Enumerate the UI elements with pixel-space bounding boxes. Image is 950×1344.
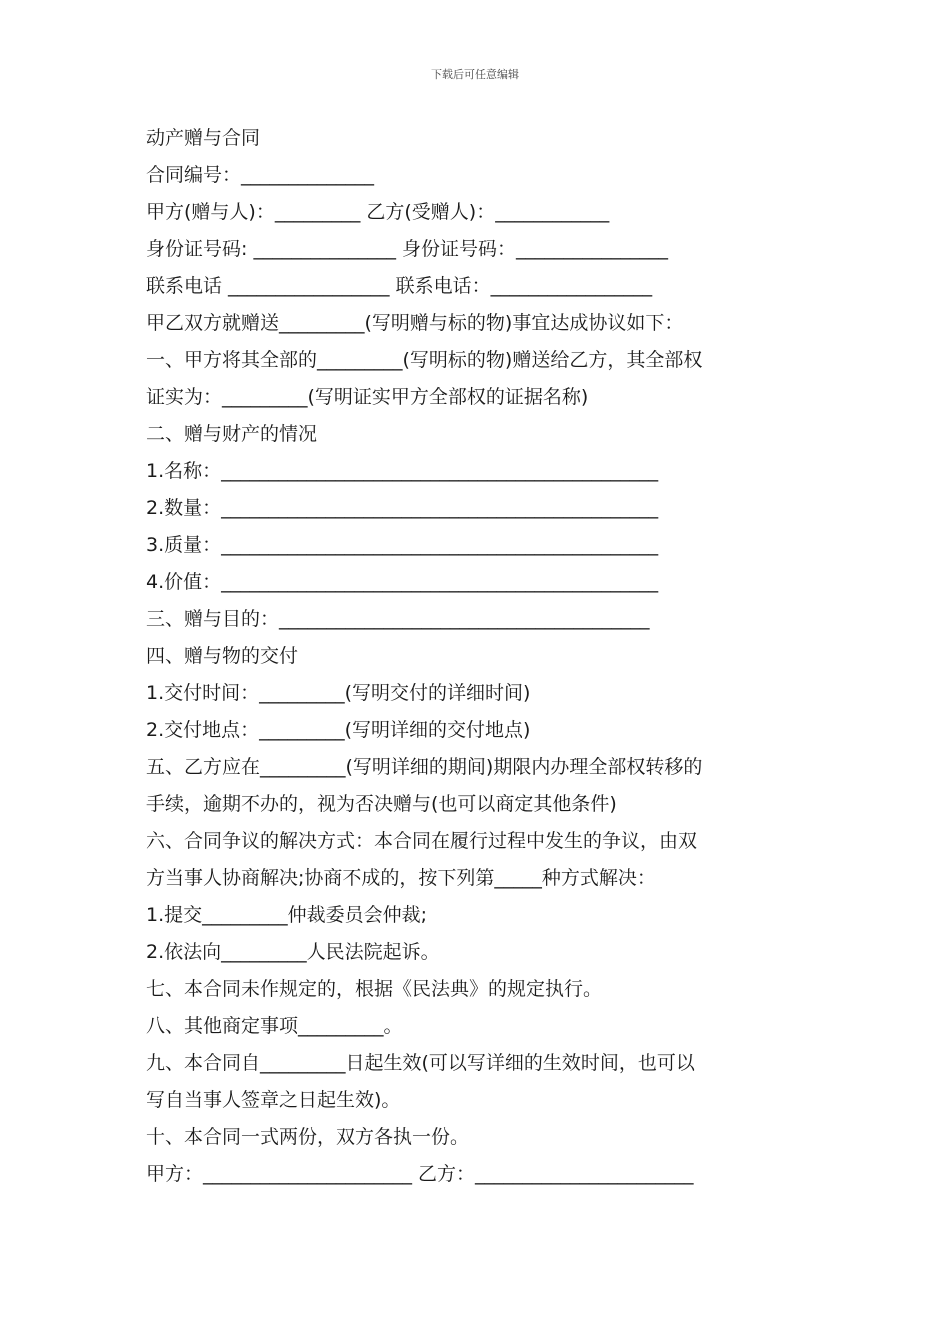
clause-7-line: 七、本合同未作规定的，根据《民法典》的规定执行。 [146, 978, 603, 1000]
agreement-intro: 甲乙双方就赠送_________(写明赠与标的物)事宜达成协议如下： [146, 312, 684, 334]
contract-body [146, 120, 816, 1193]
contract-title: 动产赠与合同 [146, 127, 261, 149]
property-value-line: 4.价值：______________________________________________ [146, 571, 659, 593]
arbitration-line: 1.提交_________仲裁委员会仲裁; [146, 904, 428, 926]
clause-9-line-1: 九、本合同自_________日起生效(可以写详细的生效时间，也可以 [146, 1052, 695, 1074]
litigation-line: 2.依法向_________人民法院起诉。 [146, 941, 440, 963]
page-header: 下载后可任意编辑 [431, 68, 519, 81]
clause-4-heading: 四、赠与物的交付 [146, 645, 299, 667]
clause-10-line: 十、本合同一式两份，双方各执一份。 [146, 1126, 470, 1148]
phone-line: 联系电话 _________________ 联系电话：_________________ [146, 275, 653, 297]
delivery-time-line: 1.交付时间：_________(写明交付的详细时间) [146, 682, 531, 704]
property-name-line: 1.名称：______________________________________________ [146, 460, 659, 482]
property-quantity-line: 2.数量：______________________________________________ [146, 497, 659, 519]
clause-1-line-2: 证实为：_________(写明证实甲方全部权的证据名称) [146, 386, 589, 408]
clause-6-line-1: 六、合同争议的解决方式：本合同在履行过程中发生的争议，由双 [146, 830, 698, 852]
clause-5-line-2: 手续，逾期不办的，视为否决赠与(也可以商定其他条件) [146, 793, 617, 815]
property-quality-line: 3.质量：______________________________________________ [146, 534, 659, 556]
id-number-line: 身份证号码: _______________ 身份证号码：________________ [146, 238, 668, 260]
contract-number-line: 合同编号：______________ [146, 164, 375, 186]
clause-8-line: 八、其他商定事项_________。 [146, 1015, 403, 1037]
signature-line: 甲方：______________________ 乙方：_______________________ [146, 1163, 694, 1185]
clause-2-heading: 二、赠与财产的情况 [146, 423, 318, 445]
clause-5-line-1: 五、乙方应在_________(写明详细的期间)期限内办理全部权转移的 [146, 756, 703, 778]
clause-3-line: 三、赠与目的：_______________________________________ [146, 608, 650, 630]
clause-6-line-2: 方当事人协商解决;协商不成的，按下列第_____种方式解决： [146, 867, 656, 889]
parties-line: 甲方(赠与人)：_________ 乙方(受赠人)：____________ [146, 201, 610, 223]
clause-1-line-1: 一、甲方将其全部的_________(写明标的物)赠送给乙方，其全部权 [146, 349, 703, 371]
delivery-place-line: 2.交付地点：_________(写明详细的交付地点) [146, 719, 531, 741]
clause-9-line-2: 写自当事人签章之日起生效)。 [146, 1089, 401, 1111]
